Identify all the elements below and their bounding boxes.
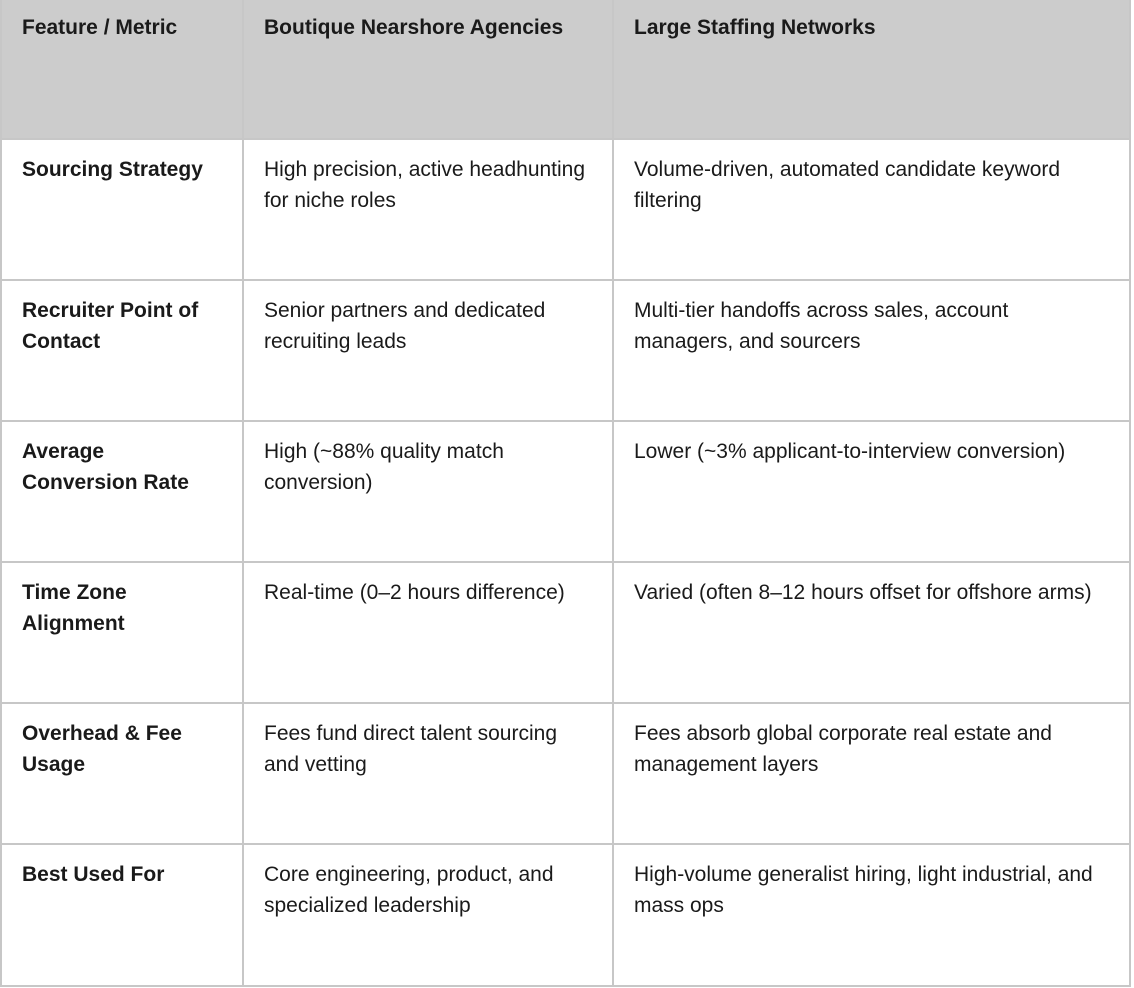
header-large-staffing: Large Staffing Networks [613, 0, 1130, 139]
row-large-cell: Volume-driven, automated candidate keyword filtering [613, 139, 1130, 280]
row-large-cell: Multi-tier handoffs across sales, account managers, and sourcers [613, 280, 1130, 421]
row-large-cell: Fees absorb global corporate real estate and management layers [613, 703, 1130, 844]
row-metric-label: Sourcing Strategy [1, 139, 243, 280]
row-boutique-cell: High (~88% quality match conversion) [243, 421, 613, 562]
table-header-row [1, 0, 1130, 139]
row-metric-label: Recruiter Point of Contact [1, 280, 243, 421]
row-metric-label: Best Used For [1, 844, 243, 986]
row-large-cell: Lower (~3% applicant-to-interview conversion) [613, 421, 1130, 562]
row-boutique-cell: High precision, active headhunting for niche roles [243, 139, 613, 280]
table-row [1, 562, 1130, 703]
table-row [1, 421, 1130, 562]
row-boutique-cell: Core engineering, product, and specialized leadership [243, 844, 613, 986]
row-large-cell: High-volume generalist hiring, light industrial, and mass ops [613, 844, 1130, 986]
table-row [1, 139, 1130, 280]
table-row [1, 280, 1130, 421]
table-row [1, 703, 1130, 844]
row-metric-label: Average Conversion Rate [1, 421, 243, 562]
row-large-cell: Varied (often 8–12 hours offset for offshore arms) [613, 562, 1130, 703]
row-boutique-cell: Real-time (0–2 hours difference) [243, 562, 613, 703]
header-feature-metric: Feature / Metric [1, 0, 243, 139]
row-metric-label: Overhead & Fee Usage [1, 703, 243, 844]
row-boutique-cell: Fees fund direct talent sourcing and vetting [243, 703, 613, 844]
row-boutique-cell: Senior partners and dedicated recruiting leads [243, 280, 613, 421]
header-boutique-nearshore: Boutique Nearshore Agencies [243, 0, 613, 139]
table-row [1, 844, 1130, 986]
row-metric-label: Time Zone Alignment [1, 562, 243, 703]
